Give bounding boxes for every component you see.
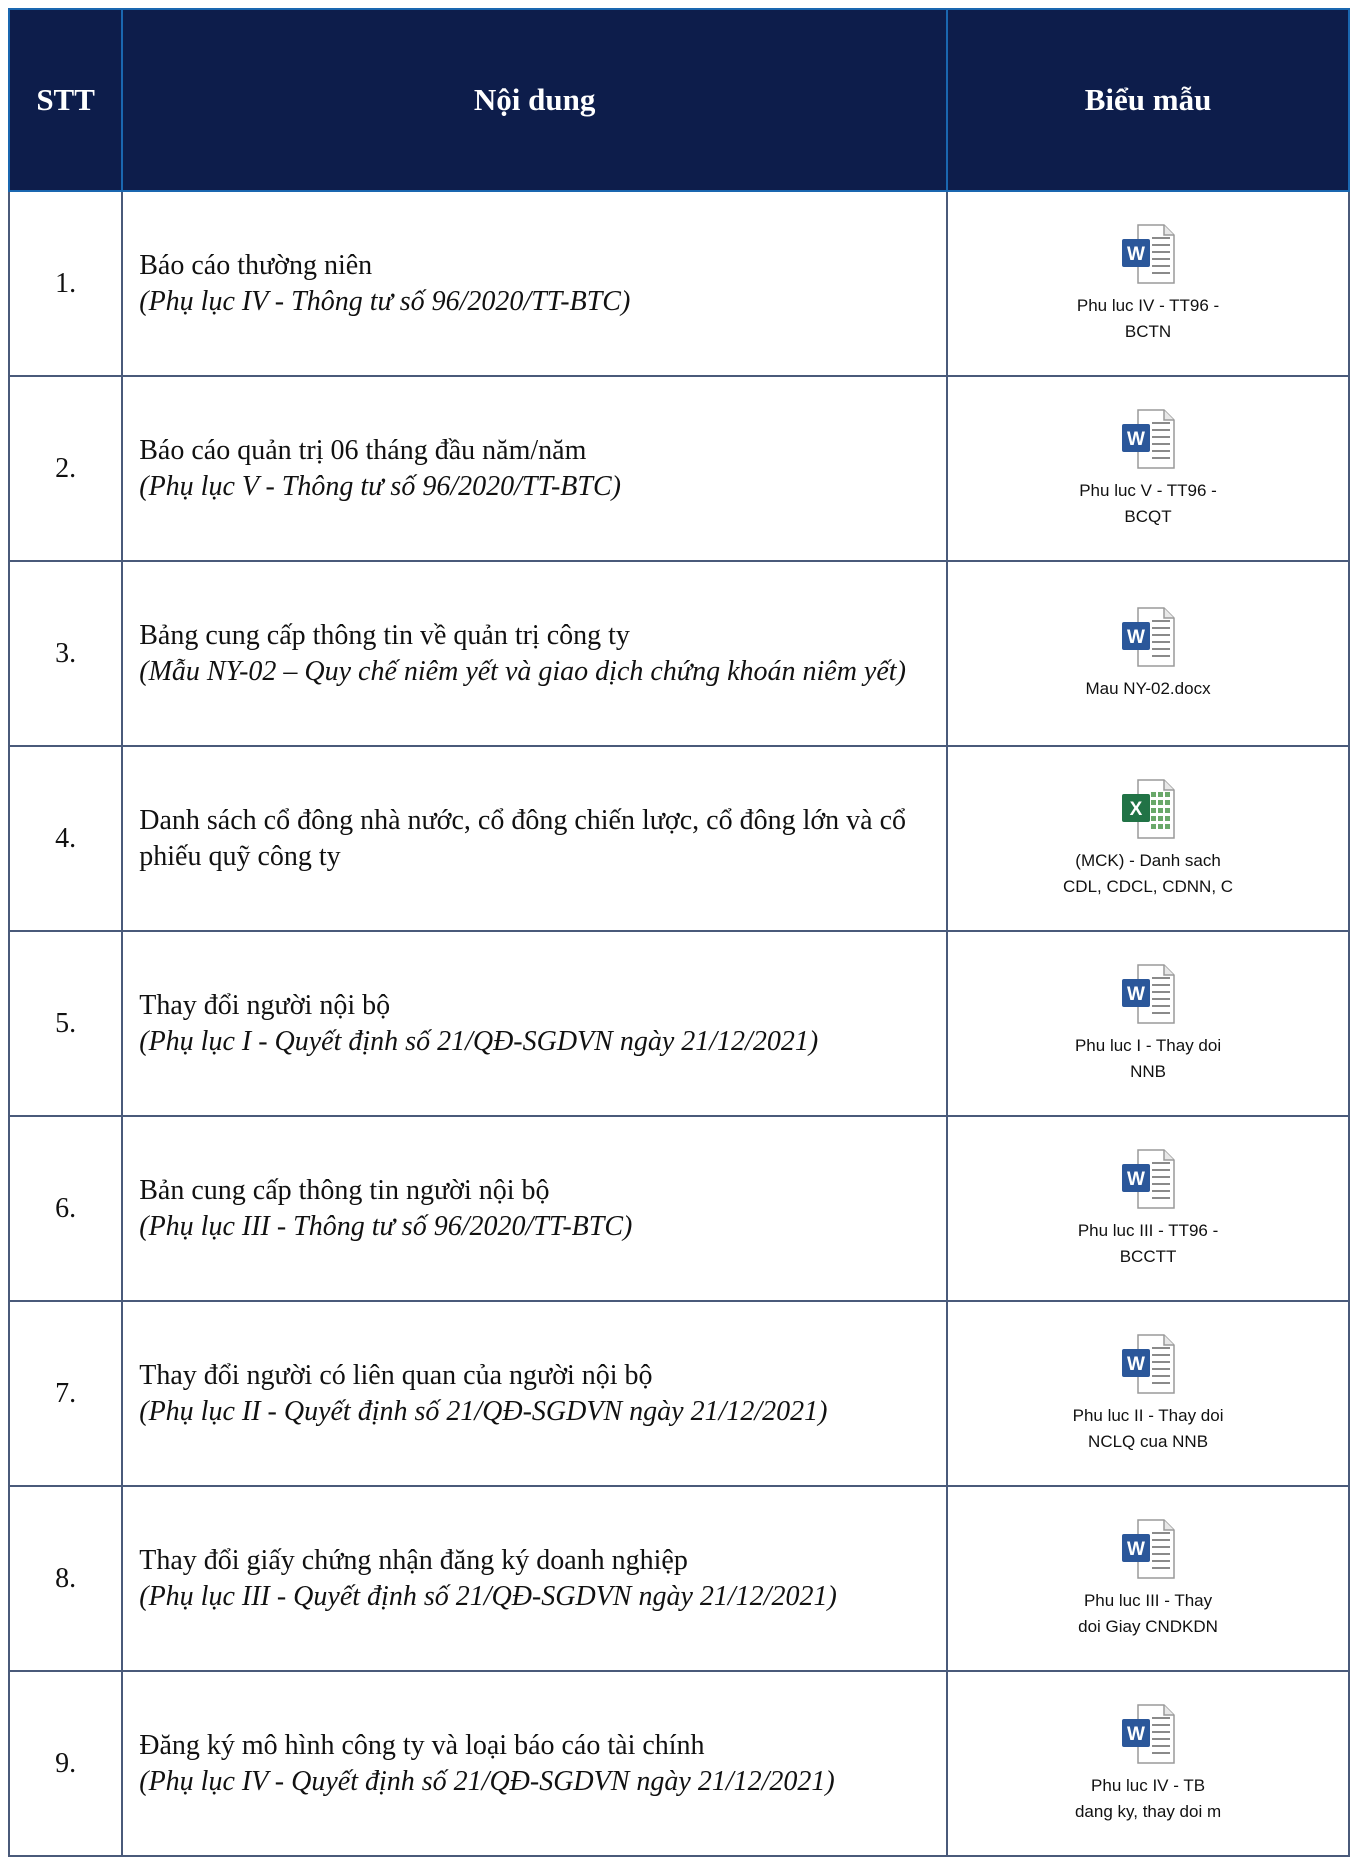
row-title: Danh sách cổ đông nhà nước, cổ đông chiến lược, cổ đông lớn và cổ phiếu quỹ công ty — [139, 804, 907, 872]
row-reference: (Phụ lục III - Quyết định số 21/QĐ-SGDVN ngày 21/12/2021) — [139, 1580, 837, 1612]
svg-text:W: W — [1127, 1538, 1146, 1560]
row-title: Đăng ký mô hình công ty và loại báo cáo tài chính — [139, 1729, 705, 1761]
row-title: Báo cáo thường niên — [139, 249, 373, 281]
word-doc-icon — [1120, 963, 1176, 1025]
row-title: Bản cung cấp thông tin người nội bộ — [139, 1174, 550, 1206]
attachment-link[interactable] — [1075, 963, 1221, 1085]
row-form — [947, 1671, 1349, 1856]
attachment-link[interactable] — [1078, 1148, 1218, 1270]
row-content — [122, 931, 947, 1116]
word-doc-icon — [1120, 223, 1176, 285]
row-number: 6. — [9, 1116, 122, 1301]
row-content — [122, 1671, 947, 1856]
row-form — [947, 931, 1349, 1116]
row-number: 3. — [9, 561, 122, 746]
row-reference: (Phụ lục II - Quyết định số 21/QĐ-SGDVN ngày 21/12/2021) — [139, 1395, 828, 1427]
forms-table — [8, 8, 1350, 1857]
table-row-2 — [9, 376, 1349, 561]
excel-doc-icon — [1120, 778, 1176, 840]
attachment-filename: Phu luc III - Thay doi Giay CNDKDN — [1078, 1590, 1218, 1636]
attachment-link[interactable] — [1078, 1518, 1218, 1640]
table-row-1 — [9, 191, 1349, 376]
row-number: 4. — [9, 746, 122, 931]
attachment-filename: (MCK) - Danh sach CDL, CDCL, CDNN, C — [1063, 850, 1234, 896]
row-number: 7. — [9, 1301, 122, 1486]
svg-text:W: W — [1127, 626, 1146, 648]
row-number: 9. — [9, 1671, 122, 1856]
svg-text:X: X — [1129, 798, 1143, 820]
word-doc-icon — [1120, 606, 1176, 668]
attachment-filename: Phu luc IV - TT96 - BCTN — [1076, 295, 1220, 341]
row-reference: (Phụ lục IV - Quyết định số 21/QĐ-SGDVN ngày 21/12/2021) — [139, 1765, 835, 1797]
table-row-8 — [9, 1486, 1349, 1671]
word-doc-icon — [1120, 1518, 1176, 1580]
table-body — [9, 191, 1349, 1856]
attachment-filename: Phu luc IV - TB dang ky, thay doi m — [1074, 1775, 1222, 1821]
row-number: 8. — [9, 1486, 122, 1671]
word-doc-icon — [1120, 1148, 1176, 1210]
table-row-6 — [9, 1116, 1349, 1301]
row-form — [947, 376, 1349, 561]
attachment-filename: Phu luc I - Thay doi NNB — [1074, 1035, 1222, 1081]
row-content — [122, 561, 947, 746]
row-title: Báo cáo quản trị 06 tháng đầu năm/năm — [139, 434, 587, 466]
row-form — [947, 561, 1349, 746]
row-title: Bảng cung cấp thông tin về quản trị công ty — [139, 619, 630, 651]
svg-text:W: W — [1127, 243, 1145, 265]
attachment-link[interactable] — [1077, 223, 1219, 345]
svg-text:W: W — [1127, 983, 1146, 1005]
word-doc-icon — [1120, 1703, 1176, 1765]
attachment-link[interactable] — [1075, 1703, 1221, 1825]
row-form — [947, 1116, 1349, 1301]
attachment-filename: Phu luc V - TT96 - BCQT — [1079, 480, 1217, 526]
svg-text:W: W — [1127, 1723, 1146, 1745]
row-content — [122, 1301, 947, 1486]
table-row-3 — [9, 561, 1349, 746]
row-form — [947, 1301, 1349, 1486]
word-doc-icon — [1120, 408, 1176, 470]
row-number: 5. — [9, 931, 122, 1116]
table-row-9 — [9, 1671, 1349, 1856]
header-stt: STT — [9, 9, 122, 191]
row-content — [122, 191, 947, 376]
row-title: Thay đổi giấy chứng nhận đăng ký doanh nghiệp — [139, 1544, 688, 1576]
row-reference: (Phụ lục IV - Thông tư số 96/2020/TT-BTC) — [139, 285, 631, 317]
row-number: 2. — [9, 376, 122, 561]
attachment-filename: Phu luc II - Thay doi NCLQ cua NNB — [1072, 1405, 1224, 1451]
row-reference: (Mẫu NY-02 – Quy chế niêm yết và giao dịch chứng khoán niêm yết) — [139, 655, 906, 687]
word-doc-icon — [1120, 1333, 1176, 1395]
table-header-row — [9, 9, 1349, 191]
row-content — [122, 1116, 947, 1301]
header-form: Biểu mẫu — [947, 9, 1349, 191]
row-reference: (Phụ lục I - Quyết định số 21/QĐ-SGDVN ngày 21/12/2021) — [139, 1025, 819, 1057]
row-content — [122, 376, 947, 561]
svg-text:W: W — [1127, 1168, 1146, 1190]
attachment-link[interactable] — [1079, 408, 1217, 530]
row-reference: (Phụ lục III - Thông tư số 96/2020/TT-BTC) — [139, 1210, 633, 1242]
attachment-link[interactable] — [1086, 606, 1211, 702]
row-form — [947, 1486, 1349, 1671]
attachment-link[interactable] — [1073, 1333, 1224, 1455]
row-form — [947, 191, 1349, 376]
row-content — [122, 746, 947, 931]
row-number: 1. — [9, 191, 122, 376]
row-form — [947, 746, 1349, 931]
row-reference: (Phụ lục V - Thông tư số 96/2020/TT-BTC) — [139, 470, 621, 502]
table-row-7 — [9, 1301, 1349, 1486]
row-title: Thay đổi người có liên quan của người nội bộ — [139, 1359, 653, 1391]
attachment-link[interactable] — [1063, 778, 1233, 900]
table-row-5 — [9, 931, 1349, 1116]
svg-text:W: W — [1127, 1353, 1146, 1375]
svg-text:W: W — [1127, 428, 1145, 450]
row-title: Thay đổi người nội bộ — [139, 989, 391, 1021]
attachment-filename: Phu luc III - TT96 - BCCTT — [1077, 1220, 1219, 1266]
attachment-filename: Mau NY-02.docx — [1085, 678, 1211, 698]
row-content — [122, 1486, 947, 1671]
table-row-4 — [9, 746, 1349, 931]
header-content: Nội dung — [122, 9, 947, 191]
